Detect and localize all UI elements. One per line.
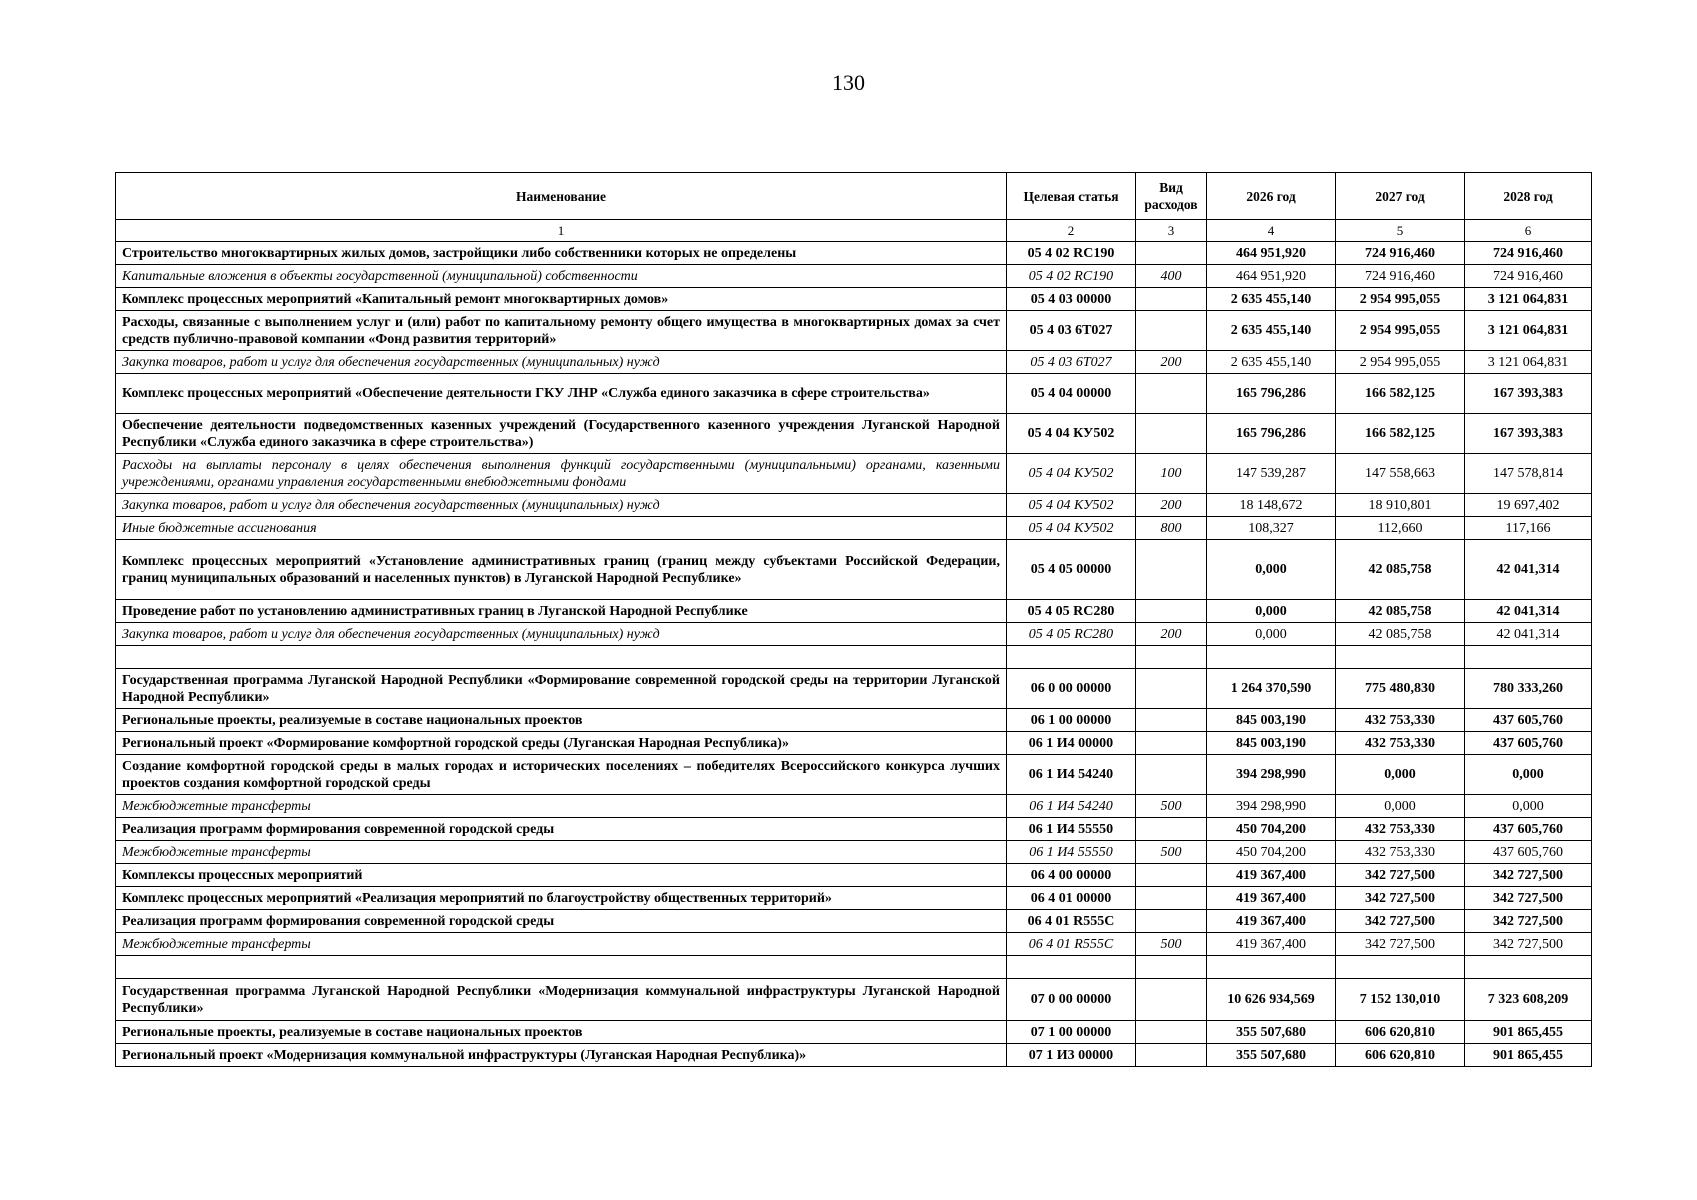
row-name: Межбюджетные трансферты — [116, 933, 1007, 956]
row-expense-type — [1136, 540, 1207, 600]
row-target-article: 06 4 00 00000 — [1007, 864, 1136, 887]
row-value-2026: 0,000 — [1207, 600, 1336, 623]
row-name: Комплекс процессных мероприятий «Реализация мероприятий по благоустройству общественных территорий» — [116, 887, 1007, 910]
row-value-2026: 450 704,200 — [1207, 841, 1336, 864]
table-row — [116, 979, 1592, 1021]
row-value-2028: 342 727,500 — [1465, 933, 1592, 956]
row-value-2026: 450 704,200 — [1207, 818, 1336, 841]
row-value-2026: 108,327 — [1207, 517, 1336, 540]
row-expense-type — [1136, 755, 1207, 795]
row-target-article: 07 0 00 00000 — [1007, 979, 1136, 1021]
row-value-2026: 419 367,400 — [1207, 910, 1336, 933]
row-value-2027: 342 727,500 — [1336, 864, 1465, 887]
row-value-2026: 2 635 455,140 — [1207, 288, 1336, 311]
table-row — [116, 887, 1592, 910]
row-target-article: 05 4 02 RC190 — [1007, 242, 1136, 265]
row-target-article: 07 1 И3 00000 — [1007, 1044, 1136, 1067]
row-value-2026: 419 367,400 — [1207, 933, 1336, 956]
row-expense-type — [1136, 374, 1207, 414]
row-value-2028: 42 041,314 — [1465, 540, 1592, 600]
row-value-2028: 342 727,500 — [1465, 910, 1592, 933]
row-expense-type: 500 — [1136, 933, 1207, 956]
table-row — [116, 732, 1592, 755]
row-expense-type — [1136, 887, 1207, 910]
row-name: Региональные проекты, реализуемые в составе национальных проектов — [116, 1021, 1007, 1044]
row-target-article: 05 4 05 RC280 — [1007, 600, 1136, 623]
row-value-2026 — [1207, 646, 1336, 669]
row-name: Реализация программ формирования современной городской среды — [116, 818, 1007, 841]
row-value-2026: 2 635 455,140 — [1207, 351, 1336, 374]
row-value-2027: 42 085,758 — [1336, 540, 1465, 600]
row-value-2027: 724 916,460 — [1336, 265, 1465, 288]
row-name: Комплекс процессных мероприятий «Обеспечение деятельности ГКУ ЛНР «Служба единого заказчика в сфере строительства» — [116, 374, 1007, 414]
row-target-article: 06 1 И4 54240 — [1007, 755, 1136, 795]
row-value-2027: 42 085,758 — [1336, 600, 1465, 623]
row-target-article: 05 4 05 RC280 — [1007, 623, 1136, 646]
row-value-2027: 724 916,460 — [1336, 242, 1465, 265]
row-value-2026: 1 264 370,590 — [1207, 669, 1336, 709]
budget-table — [115, 172, 1592, 1067]
row-name: Комплексы процессных мероприятий — [116, 864, 1007, 887]
row-expense-type — [1136, 910, 1207, 933]
row-value-2028: 42 041,314 — [1465, 623, 1592, 646]
row-expense-type — [1136, 1044, 1207, 1067]
table-row — [116, 755, 1592, 795]
row-expense-type: 400 — [1136, 265, 1207, 288]
row-expense-type — [1136, 414, 1207, 454]
row-target-article: 06 1 И4 55550 — [1007, 818, 1136, 841]
row-value-2026: 2 635 455,140 — [1207, 311, 1336, 351]
row-value-2027: 7 152 130,010 — [1336, 979, 1465, 1021]
row-name: Расходы, связанные с выполнением услуг и (или) работ по капитальному ремонту общего имущества в многоквартирных домах за счет средств публично-правовой компании «Фонд развития территорий» — [116, 311, 1007, 351]
row-name: Иные бюджетные ассигнования — [116, 517, 1007, 540]
row-value-2026: 147 539,287 — [1207, 454, 1336, 494]
row-value-2028: 342 727,500 — [1465, 887, 1592, 910]
row-target-article: 05 4 04 КУ502 — [1007, 517, 1136, 540]
row-value-2026: 394 298,990 — [1207, 795, 1336, 818]
row-value-2027: 432 753,330 — [1336, 709, 1465, 732]
row-value-2026: 419 367,400 — [1207, 864, 1336, 887]
row-value-2028: 3 121 064,831 — [1465, 311, 1592, 351]
row-value-2026: 0,000 — [1207, 540, 1336, 600]
table-row — [116, 818, 1592, 841]
table-row — [116, 242, 1592, 265]
row-value-2028: 42 041,314 — [1465, 600, 1592, 623]
row-value-2026 — [1207, 956, 1336, 979]
row-name: Региональный проект «Модернизация коммунальной инфраструктуры (Луганская Народная Республика)» — [116, 1044, 1007, 1067]
row-value-2026: 394 298,990 — [1207, 755, 1336, 795]
row-expense-type: 500 — [1136, 841, 1207, 864]
row-target-article: 06 4 01 00000 — [1007, 887, 1136, 910]
row-target-article: 05 4 05 00000 — [1007, 540, 1136, 600]
row-value-2027: 342 727,500 — [1336, 910, 1465, 933]
row-value-2026: 845 003,190 — [1207, 709, 1336, 732]
column-number: 3 — [1136, 220, 1207, 242]
row-value-2027: 342 727,500 — [1336, 887, 1465, 910]
row-value-2027: 342 727,500 — [1336, 933, 1465, 956]
table-row — [116, 517, 1592, 540]
table-row — [116, 933, 1592, 956]
row-value-2026: 10 626 934,569 — [1207, 979, 1336, 1021]
row-target-article: 05 4 03 6Т027 — [1007, 351, 1136, 374]
row-name: Региональные проекты, реализуемые в составе национальных проектов — [116, 709, 1007, 732]
table-row — [116, 414, 1592, 454]
row-expense-type — [1136, 979, 1207, 1021]
header-year-2027: 2027 год — [1336, 173, 1465, 220]
table-row — [116, 956, 1592, 979]
row-value-2028: 724 916,460 — [1465, 242, 1592, 265]
column-number: 2 — [1007, 220, 1136, 242]
row-name: Создание комфортной городской среды в малых городах и исторических поселениях – победителях Всероссийского конкурса лучших проектов создания комфортной городской среды — [116, 755, 1007, 795]
row-value-2027 — [1336, 646, 1465, 669]
row-value-2027: 42 085,758 — [1336, 623, 1465, 646]
row-value-2027: 166 582,125 — [1336, 414, 1465, 454]
row-name — [116, 646, 1007, 669]
row-value-2026: 18 148,672 — [1207, 494, 1336, 517]
table-row — [116, 1021, 1592, 1044]
row-value-2028: 901 865,455 — [1465, 1044, 1592, 1067]
row-name: Строительство многоквартирных жилых домов, застройщики либо собственники которых не определены — [116, 242, 1007, 265]
row-expense-type: 200 — [1136, 351, 1207, 374]
row-target-article — [1007, 646, 1136, 669]
table-row — [116, 795, 1592, 818]
table-row — [116, 910, 1592, 933]
row-expense-type — [1136, 669, 1207, 709]
row-value-2027: 432 753,330 — [1336, 818, 1465, 841]
row-value-2028: 780 333,260 — [1465, 669, 1592, 709]
row-target-article: 07 1 00 00000 — [1007, 1021, 1136, 1044]
row-value-2027: 2 954 995,055 — [1336, 351, 1465, 374]
row-name: Капитальные вложения в объекты государственной (муниципальной) собственности — [116, 265, 1007, 288]
table-row — [116, 646, 1592, 669]
table-row — [116, 709, 1592, 732]
row-value-2028: 117,166 — [1465, 517, 1592, 540]
table-row — [116, 288, 1592, 311]
row-name: Межбюджетные трансферты — [116, 795, 1007, 818]
table-header-row — [116, 173, 1592, 220]
row-value-2026: 0,000 — [1207, 623, 1336, 646]
row-expense-type — [1136, 600, 1207, 623]
row-value-2028: 7 323 608,209 — [1465, 979, 1592, 1021]
header-year-2028: 2028 год — [1465, 173, 1592, 220]
row-value-2028: 167 393,383 — [1465, 374, 1592, 414]
row-value-2027: 2 954 995,055 — [1336, 311, 1465, 351]
row-target-article: 05 4 04 КУ502 — [1007, 414, 1136, 454]
table-row — [116, 351, 1592, 374]
row-value-2027: 18 910,801 — [1336, 494, 1465, 517]
column-number: 1 — [116, 220, 1007, 242]
header-year-2026: 2026 год — [1207, 173, 1336, 220]
row-expense-type — [1136, 646, 1207, 669]
row-value-2028: 724 916,460 — [1465, 265, 1592, 288]
page-number: 130 — [832, 70, 865, 95]
column-number: 5 — [1336, 220, 1465, 242]
row-name: Комплекс процессных мероприятий «Установление административных границ (границ между субъектами Российской Федерации, границ муниципальных образований и населенных пунктов) в Луганской Народной Республике» — [116, 540, 1007, 600]
row-value-2027: 432 753,330 — [1336, 841, 1465, 864]
row-value-2028: 437 605,760 — [1465, 841, 1592, 864]
row-value-2028: 437 605,760 — [1465, 732, 1592, 755]
row-name: Межбюджетные трансферты — [116, 841, 1007, 864]
row-target-article: 05 4 04 00000 — [1007, 374, 1136, 414]
row-expense-type — [1136, 818, 1207, 841]
row-value-2026: 165 796,286 — [1207, 414, 1336, 454]
row-expense-type — [1136, 242, 1207, 265]
row-target-article: 06 0 00 00000 — [1007, 669, 1136, 709]
row-name: Государственная программа Луганской Народной Республики «Модернизация коммунальной инфраструктуры Луганской Народной Республики» — [116, 979, 1007, 1021]
row-expense-type — [1136, 311, 1207, 351]
row-value-2027: 606 620,810 — [1336, 1044, 1465, 1067]
row-name: Закупка товаров, работ и услуг для обеспечения государственных (муниципальных) нужд — [116, 494, 1007, 517]
row-value-2027: 2 954 995,055 — [1336, 288, 1465, 311]
row-value-2027: 166 582,125 — [1336, 374, 1465, 414]
row-name: Проведение работ по установлению административных границ в Луганской Народной Республике — [116, 600, 1007, 623]
row-value-2028 — [1465, 956, 1592, 979]
row-name: Государственная программа Луганской Народной Республики «Формирование современной городской среды на территории Луганской Народной Республики» — [116, 669, 1007, 709]
row-target-article: 05 4 04 КУ502 — [1007, 494, 1136, 517]
row-value-2028: 3 121 064,831 — [1465, 288, 1592, 311]
row-value-2026: 464 951,920 — [1207, 242, 1336, 265]
column-number: 4 — [1207, 220, 1336, 242]
table-row — [116, 540, 1592, 600]
table-row — [116, 265, 1592, 288]
row-expense-type: 200 — [1136, 494, 1207, 517]
row-target-article: 06 1 И4 00000 — [1007, 732, 1136, 755]
row-expense-type: 100 — [1136, 454, 1207, 494]
row-value-2028: 0,000 — [1465, 755, 1592, 795]
row-value-2028: 437 605,760 — [1465, 709, 1592, 732]
table-row — [116, 374, 1592, 414]
row-expense-type: 800 — [1136, 517, 1207, 540]
table-row — [116, 864, 1592, 887]
row-value-2028: 147 578,814 — [1465, 454, 1592, 494]
row-target-article: 05 4 04 КУ502 — [1007, 454, 1136, 494]
row-target-article: 06 4 01 R555С — [1007, 910, 1136, 933]
row-value-2028: 437 605,760 — [1465, 818, 1592, 841]
table-row — [116, 841, 1592, 864]
row-value-2028: 0,000 — [1465, 795, 1592, 818]
row-target-article: 05 4 03 00000 — [1007, 288, 1136, 311]
row-value-2027: 0,000 — [1336, 755, 1465, 795]
row-value-2026: 464 951,920 — [1207, 265, 1336, 288]
row-value-2026: 165 796,286 — [1207, 374, 1336, 414]
table-row — [116, 454, 1592, 494]
table-row — [116, 669, 1592, 709]
table-row — [116, 623, 1592, 646]
table-row — [116, 494, 1592, 517]
row-target-article — [1007, 956, 1136, 979]
row-value-2026: 355 507,680 — [1207, 1044, 1336, 1067]
row-value-2027: 432 753,330 — [1336, 732, 1465, 755]
row-value-2028: 3 121 064,831 — [1465, 351, 1592, 374]
table-row — [116, 600, 1592, 623]
column-number: 6 — [1465, 220, 1592, 242]
row-value-2028: 19 697,402 — [1465, 494, 1592, 517]
row-target-article: 05 4 03 6Т027 — [1007, 311, 1136, 351]
row-value-2026: 355 507,680 — [1207, 1021, 1336, 1044]
row-target-article: 05 4 02 RC190 — [1007, 265, 1136, 288]
row-name: Региональный проект «Формирование комфортной городской среды (Луганская Народная Республика)» — [116, 732, 1007, 755]
row-value-2027: 147 558,663 — [1336, 454, 1465, 494]
row-value-2028 — [1465, 646, 1592, 669]
row-expense-type — [1136, 956, 1207, 979]
row-value-2027 — [1336, 956, 1465, 979]
row-name: Реализация программ формирования современной городской среды — [116, 910, 1007, 933]
row-name: Обеспечение деятельности подведомственных казенных учреждений (Государственного казенного учреждения Луганской Народной Республики «Служба единого заказчика в сфере строительства») — [116, 414, 1007, 454]
row-value-2028: 167 393,383 — [1465, 414, 1592, 454]
row-value-2027: 112,660 — [1336, 517, 1465, 540]
row-expense-type — [1136, 1021, 1207, 1044]
header-target-article: Целевая статья — [1007, 173, 1136, 220]
row-target-article: 06 1 И4 54240 — [1007, 795, 1136, 818]
row-expense-type — [1136, 732, 1207, 755]
row-expense-type — [1136, 864, 1207, 887]
row-value-2026: 845 003,190 — [1207, 732, 1336, 755]
row-expense-type — [1136, 288, 1207, 311]
row-name — [116, 956, 1007, 979]
row-target-article: 06 4 01 R555С — [1007, 933, 1136, 956]
row-value-2028: 901 865,455 — [1465, 1021, 1592, 1044]
header-expense-type: Вид расходов — [1136, 173, 1207, 220]
header-name: Наименование — [116, 173, 1007, 220]
row-value-2027: 0,000 — [1336, 795, 1465, 818]
row-value-2027: 606 620,810 — [1336, 1021, 1465, 1044]
row-expense-type: 200 — [1136, 623, 1207, 646]
table-row — [116, 1044, 1592, 1067]
row-expense-type: 500 — [1136, 795, 1207, 818]
row-name: Закупка товаров, работ и услуг для обеспечения государственных (муниципальных) нужд — [116, 623, 1007, 646]
row-target-article: 06 1 00 00000 — [1007, 709, 1136, 732]
row-value-2026: 419 367,400 — [1207, 887, 1336, 910]
row-target-article: 06 1 И4 55550 — [1007, 841, 1136, 864]
row-expense-type — [1136, 709, 1207, 732]
table-body — [116, 242, 1592, 1067]
column-number-row — [116, 220, 1592, 242]
row-name: Комплекс процессных мероприятий «Капитальный ремонт многоквартирных домов» — [116, 288, 1007, 311]
row-name: Расходы на выплаты персоналу в целях обеспечения выполнения функций государственными (муниципальными) органами, казенными учреждениями, органами управления государственными внебюджетными фондами — [116, 454, 1007, 494]
row-value-2028: 342 727,500 — [1465, 864, 1592, 887]
table-row — [116, 311, 1592, 351]
row-value-2027: 775 480,830 — [1336, 669, 1465, 709]
row-name: Закупка товаров, работ и услуг для обеспечения государственных (муниципальных) нужд — [116, 351, 1007, 374]
